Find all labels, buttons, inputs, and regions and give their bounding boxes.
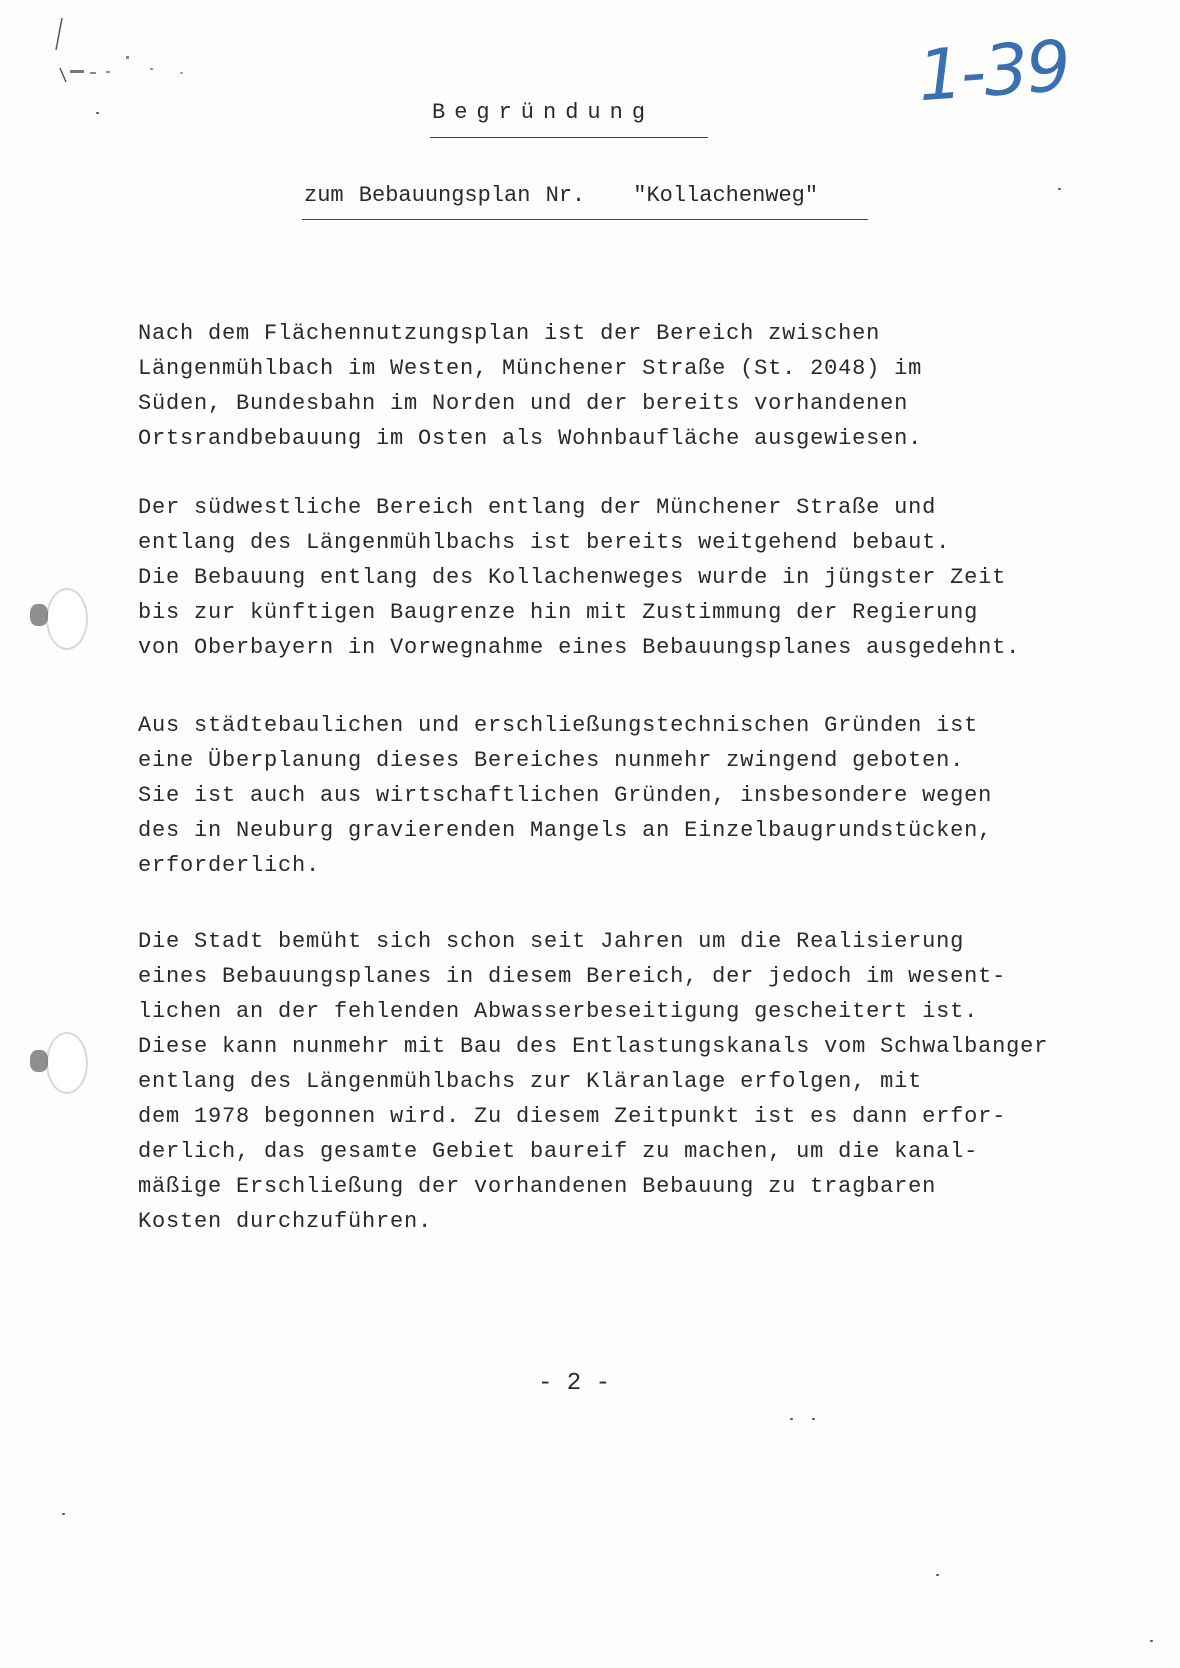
- document-title: Begründung: [432, 100, 655, 125]
- text-line: Diese kann nunmehr mit Bau des Entlastungskanals vom Schwalbanger: [138, 1034, 1049, 1059]
- subtitle-underline: [302, 219, 868, 220]
- text-line: Ortsrandbebauung im Osten als Wohnbaufläche ausgewiesen.: [138, 426, 923, 451]
- text-line: entlang des Längenmühlbachs ist bereits weitgehend bebaut.: [138, 530, 951, 555]
- scan-speck: [1058, 188, 1061, 190]
- paragraph-4: [138, 924, 1088, 1239]
- text-line: mäßige Erschließung der vorhandenen Bebauung zu tragbaren: [138, 1174, 937, 1199]
- title-underline: [430, 137, 708, 138]
- text-line: erforderlich.: [138, 853, 321, 878]
- subtitle-plan-name: "Kollachenweg": [633, 183, 819, 208]
- paragraph-1: [138, 316, 1088, 456]
- punch-hole-upper-shadow: [30, 604, 48, 626]
- paragraph-3: [138, 708, 1088, 883]
- text-line: bis zur künftigen Baugrenze hin mit Zustimmung der Regierung: [138, 600, 979, 625]
- corner-scribble-marks: [30, 10, 200, 90]
- punch-hole-lower: [46, 1032, 88, 1094]
- scan-speck: [62, 1513, 65, 1515]
- text-line: Kosten durchzuführen.: [138, 1209, 433, 1234]
- text-line: dem 1978 begonnen wird. Zu diesem Zeitpunkt ist es dann erfor-: [138, 1104, 1007, 1129]
- document-subtitle: [304, 183, 818, 208]
- text-line: Längenmühlbach im Westen, Münchener Straße (St. 2048) im: [138, 356, 923, 381]
- punch-hole-upper: [46, 588, 88, 650]
- text-line: des in Neuburg gravierenden Mangels an Einzelbaugrundstücken,: [138, 818, 993, 843]
- page-number-footer: - 2 -: [538, 1370, 611, 1397]
- subtitle-plan-label: zum Bebauungsplan Nr.: [304, 183, 586, 208]
- text-line: Die Bebauung entlang des Kollachenweges wurde in jüngster Zeit: [138, 565, 1007, 590]
- text-line: Aus städtebaulichen und erschließungstechnischen Gründen ist: [138, 713, 979, 738]
- text-line: eine Überplanung dieses Bereiches nunmehr zwingend geboten.: [138, 748, 965, 773]
- text-line: entlang des Längenmühlbachs zur Kläranlage erfolgen, mit: [138, 1069, 923, 1094]
- text-line: von Oberbayern in Vorwegnahme eines Bebauungsplanes ausgedehnt.: [138, 635, 1021, 660]
- text-line: Sie ist auch aus wirtschaftlichen Gründen, insbesondere wegen: [138, 783, 993, 808]
- scan-speck: [790, 1418, 793, 1420]
- punch-hole-lower-shadow: [30, 1050, 48, 1072]
- handwritten-archive-number: 1-39: [915, 24, 1072, 118]
- paragraph-2: [138, 490, 1088, 665]
- scan-speck: [96, 112, 99, 114]
- text-line: lichen an der fehlenden Abwasserbeseitigung gescheitert ist.: [138, 999, 979, 1024]
- text-line: Nach dem Flächennutzungsplan ist der Bereich zwischen: [138, 321, 881, 346]
- text-line: Die Stadt bemüht sich schon seit Jahren um die Realisierung: [138, 929, 965, 954]
- text-line: derlich, das gesamte Gebiet baureif zu machen, um die kanal-: [138, 1139, 979, 1164]
- text-line: Süden, Bundesbahn im Norden und der bereits vorhandenen: [138, 391, 909, 416]
- scan-speck: [1150, 1640, 1153, 1642]
- text-line: Der südwestliche Bereich entlang der Münchener Straße und: [138, 495, 937, 520]
- scan-speck: [812, 1418, 815, 1420]
- text-line: eines Bebauungsplanes in diesem Bereich, der jedoch im wesent-: [138, 964, 1007, 989]
- scan-speck: [936, 1574, 939, 1576]
